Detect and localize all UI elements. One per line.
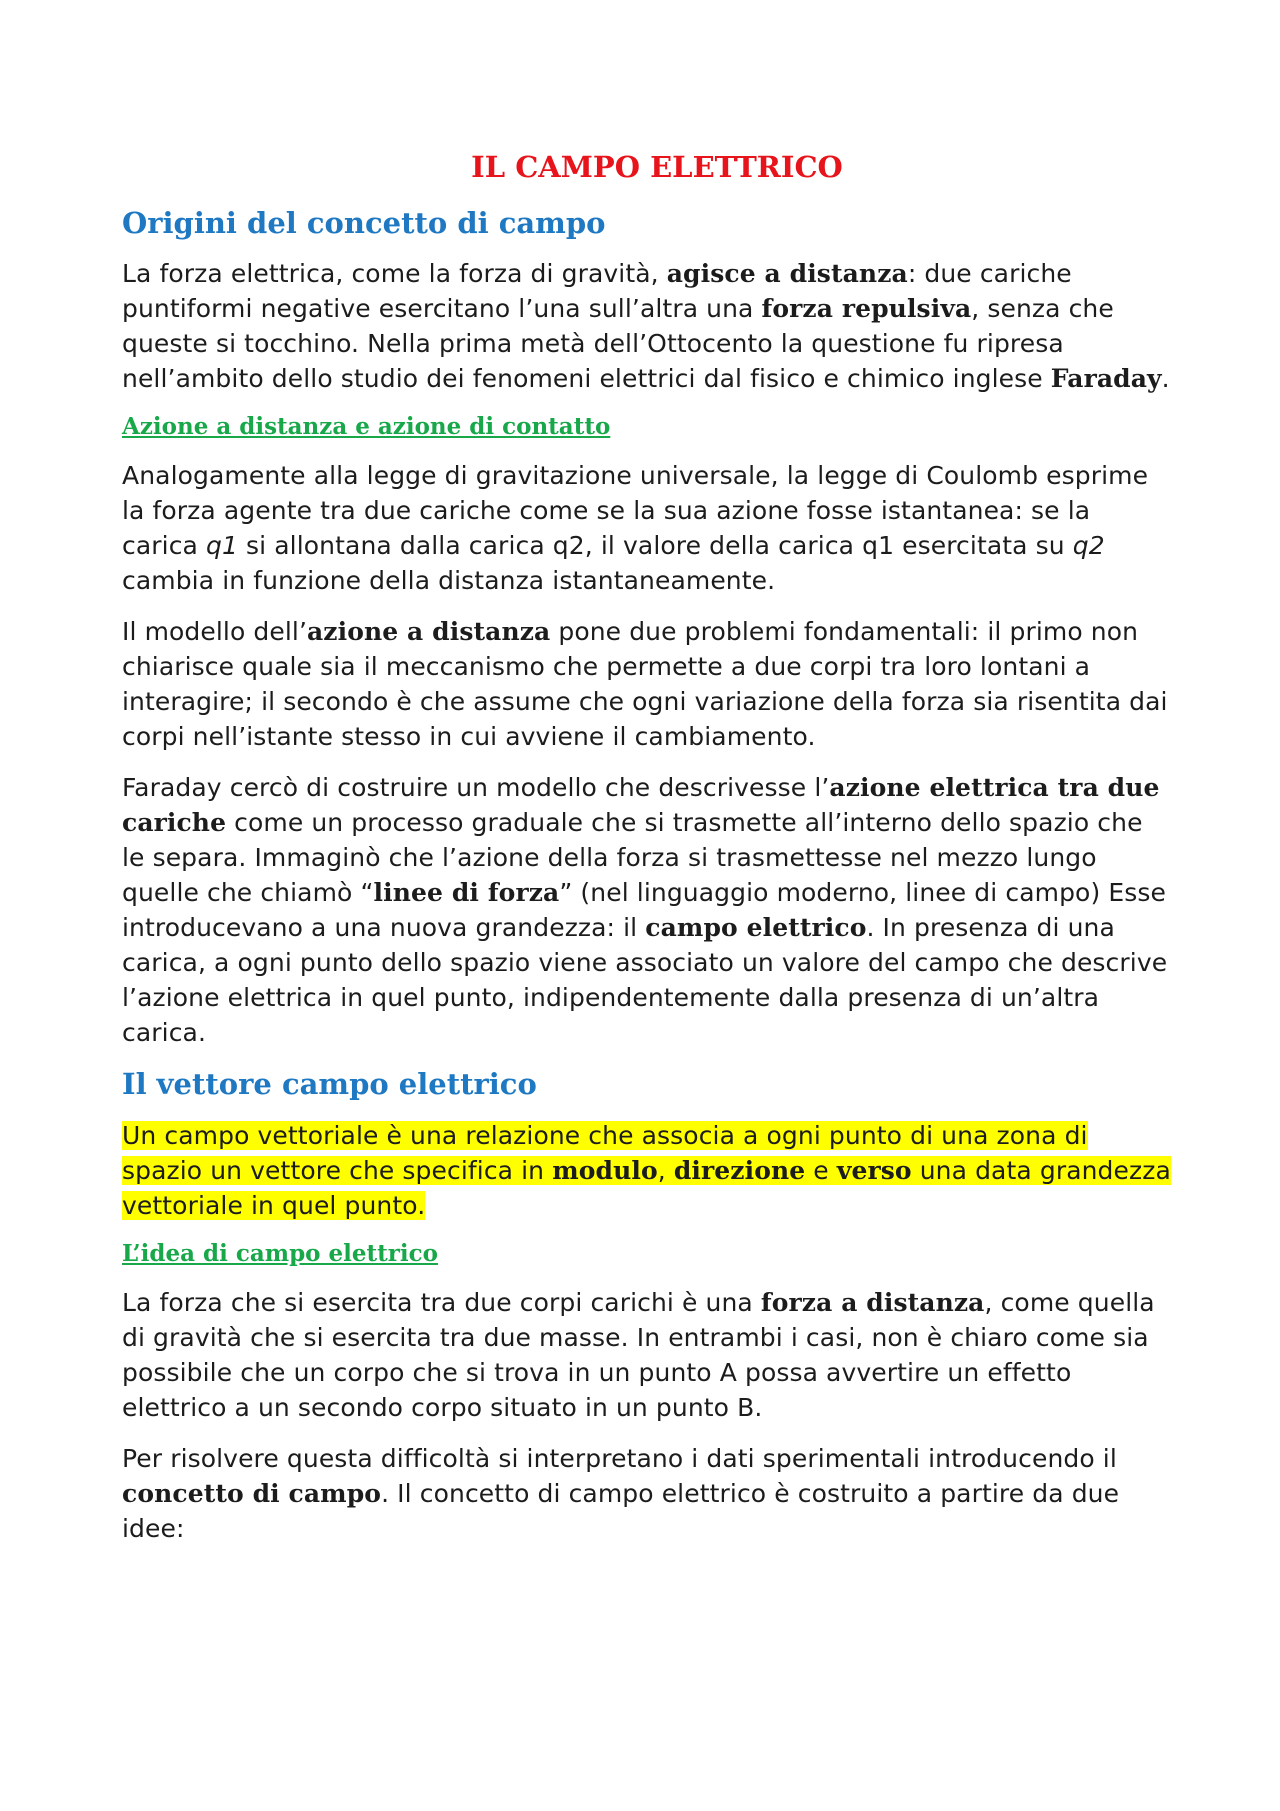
text-run: . Il concetto di campo elettrico è costruito a partire da due idee:	[122, 1478, 1120, 1543]
text-run: , senza che queste si tocchino. Nella prima metà dell’Ottocento la questione fu ripresa nell’ambito dello studio dei fenomeni elettrici dal fisico e chimico inglese	[122, 294, 1114, 394]
text-run: . In presenza di una carica, a ogni punto dello spazio viene associato un valore del campo che descrive l’azione elettrica in quel punto, indipendentemente dalla presenza di un’altra carica.	[122, 913, 1168, 1048]
bold-term-campo-elettrico: campo elettrico	[645, 913, 867, 943]
paragraph-campo-vettoriale	[122, 1118, 1172, 1223]
text-run: e	[805, 1156, 837, 1186]
text-run: La forza che si esercita tra due corpi carichi è una	[122, 1287, 761, 1317]
subheading-azione-distanza: Azione a distanza e azione di contatto	[122, 413, 611, 441]
italic-term-q1: q1	[206, 531, 238, 561]
bold-term-azione-a-distanza: azione a distanza	[307, 617, 551, 647]
bold-term-forza-repulsiva: forza repulsiva	[761, 294, 972, 324]
text-run: come un processo graduale che si trasmette all’interno dello spazio che le separa. Immaginò che l’azione della forza si trasmettesse nel mezzo lungo quelle che chiamò “	[122, 808, 1143, 908]
text-run: una data grandezza vettoriale in quel punto.	[122, 1156, 1171, 1221]
text-run: si allontana dalla carica q2, il valore della carica q1 esercitata su	[238, 531, 1073, 561]
bold-term-concetto-di-campo: concetto di campo	[122, 1478, 382, 1508]
italic-term-q2: q2	[1072, 531, 1105, 561]
bold-term-forza-a-distanza: forza a distanza	[760, 1287, 985, 1317]
text-run: La forza elettrica, come la forza di gravità,	[122, 259, 667, 289]
section-heading-vettore: Il vettore campo elettrico	[122, 1067, 537, 1102]
text-run: ,	[657, 1156, 674, 1186]
bold-term-linee-di-forza: linee di forza	[373, 878, 560, 908]
text-run: Per risolvere questa difficoltà si interpretano i dati sperimentali introducendo il	[122, 1443, 1117, 1473]
document-page	[122, 150, 1172, 1562]
text-run: cambia in funzione della distanza istantaneamente.	[122, 566, 776, 596]
document-title: IL CAMPO ELETTRICO	[471, 150, 843, 184]
paragraph-modello-azione-distanza	[122, 614, 1172, 754]
bold-term-modulo: modulo	[552, 1156, 658, 1186]
bold-term-agisce-a-distanza: agisce a distanza	[666, 259, 908, 289]
paragraph-concetto-campo	[122, 1441, 1172, 1546]
paragraph-forza-corpi-carichi	[122, 1285, 1172, 1425]
section-heading-origini: Origini del concetto di campo	[122, 205, 606, 240]
bold-term-direzione: direzione	[673, 1156, 806, 1186]
text-run: Analogamente alla legge di gravitazione universale, la legge di Coulomb esprime la forza agente tra due cariche come se la sua azione fosse istantanea: se la carica	[122, 461, 1149, 561]
text-run: pone due problemi fondamentali: il primo non chiarisce quale sia il meccanismo che permette a due corpi tra loro lontani a interagire; il secondo è che assume che ogni variazione della forza sia risentita dai corpi nell’istante stesso in cui avviene il cambiamento.	[122, 617, 1168, 752]
subheading-idea-campo: L’idea di campo elettrico	[122, 1240, 438, 1268]
text-run: Faraday cercò di costruire un modello che descrivesse l’	[122, 773, 830, 803]
bold-term-faraday: Faraday	[1050, 364, 1162, 394]
paragraph-forza-elettrica	[122, 256, 1172, 396]
text-run: .	[1161, 364, 1170, 394]
text-run: , come quella di gravità che si esercita tra due masse. In entrambi i casi, non è chiaro come sia possibile che un corpo che si trova in un punto A possa avvertire un effetto elettrico a un secondo corpo situato in un punto B.	[122, 1287, 1155, 1422]
text-run: ” (nel linguaggio moderno, linee di campo) Esse introducevano a una nuova grandezza: il	[122, 878, 1166, 943]
text-run: Il modello dell’	[122, 617, 307, 647]
highlighted-definition	[122, 1121, 1171, 1220]
text-run: Un campo vettoriale è una relazione che associa a ogni punto di una zona di spazio un vettore che specifica in	[122, 1121, 1088, 1186]
text-run: : due cariche puntiformi negative esercitano l’una sull’altra una	[122, 259, 1072, 324]
bold-term-azione-elettrica: azione elettrica tra due cariche	[122, 773, 1160, 838]
paragraph-coulomb	[122, 458, 1172, 598]
bold-term-verso: verso	[836, 1156, 912, 1186]
paragraph-faraday-modello	[122, 770, 1172, 1050]
